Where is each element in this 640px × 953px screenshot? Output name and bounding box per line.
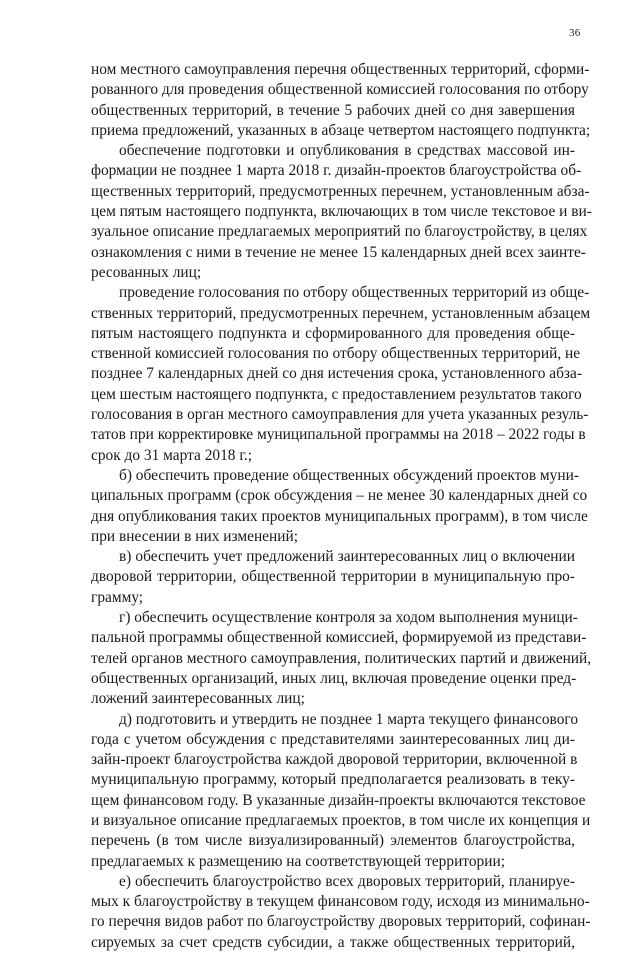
- text-line: ознакомления с ними в течение не менее 15 календарных дней всех заинте-: [91, 243, 586, 261]
- text-line: перечень (в том числе визуализированный) элементов благоустройства,: [91, 832, 575, 850]
- text-line: года с учетом обсуждения с представителями заинтересованных лиц ди-: [91, 730, 575, 748]
- text-line: ственной комиссией голосования по отбору общественных территорий, не: [91, 345, 581, 363]
- text-line: ресованных лиц;: [91, 263, 202, 281]
- paragraph: [91, 141, 592, 283]
- paragraph: [91, 547, 575, 608]
- text-line: обеспечение подготовки и опубликования в средствах массовой ин-: [119, 142, 575, 160]
- text-line: рованного для проведения общественной комиссией голосования по отбору: [91, 81, 589, 99]
- text-line: ственных территорий, предусмотренных перечнем, установленным абзацем: [91, 304, 591, 322]
- text-line: общественных территорий, в течение 5 рабочих дней со дня завершения: [91, 101, 575, 119]
- text-line: формации не позднее 1 марта 2018 г. дизайн-проектов благоустройства об-: [91, 162, 582, 180]
- paragraph: [91, 710, 591, 872]
- text-line: срок до 31 марта 2018 г.;: [91, 446, 253, 464]
- text-line: в) обеспечить учет предложений заинтересованных лиц о включении: [119, 548, 575, 566]
- text-line: ном местного самоуправления перечня общественных территорий, сформи-: [91, 61, 590, 78]
- text-line: при внесении в них изменений;: [91, 527, 298, 545]
- text-line: зайн-проект благоустройства каждой дворовой территории, включенной в: [91, 751, 578, 769]
- text-line: цем пятым настоящего подпункта, включающих в том числе текстовое и ви-: [91, 203, 592, 221]
- text-line: дня опубликования таких проектов муниципальных программ), в том числе: [91, 507, 588, 525]
- text-line: пятым настоящего подпункта и сформированного для проведения обще-: [91, 324, 575, 342]
- text-line: общественных организаций, иных лиц, включая проведение оценки пред-: [91, 669, 577, 687]
- text-line: позднее 7 календарных дней со дня истечения срока, установленного абза-: [91, 365, 582, 383]
- text-line: зуальное описание предлагаемых мероприятий по благоустройству, в целях: [91, 223, 588, 241]
- text-line: г) обеспечить осуществление контроля за ходом выполнения муници-: [119, 609, 578, 627]
- paragraph: [91, 608, 592, 709]
- text-line: д) подготовить и утвердить не позднее 1 марта текущего финансового: [119, 710, 579, 728]
- body-text: [91, 60, 592, 953]
- text-line: пальной программы общественной комиссией, формируемой из представи-: [91, 629, 587, 647]
- text-line: телей органов местного самоуправления, политических партий и движений,: [91, 649, 592, 667]
- page-number: 36: [569, 27, 581, 39]
- paragraph: [91, 872, 591, 953]
- paragraph: [91, 60, 591, 141]
- text-line: предлагаемых к размещению на соответствующей территории;: [91, 852, 505, 870]
- text-line: б) обеспечить проведение общественных обсуждений проектов муни-: [119, 466, 579, 484]
- text-line: и визуальное описание предлагаемых проектов, в том числе их концепция и: [91, 811, 591, 829]
- text-line: е) обеспечить благоустройство всех дворовых территорий, планируе-: [119, 872, 575, 890]
- text-line: грамму;: [91, 588, 144, 606]
- text-line: мых к благоустройству в текущем финансовом году, исходя из минимально-: [91, 893, 590, 911]
- text-line: проведение голосования по отбору общественных территорий из обще-: [119, 284, 590, 302]
- paragraph: [91, 466, 588, 547]
- text-line: дворовой территории, общественной территории в муниципальную про-: [91, 568, 575, 586]
- text-line: го перечня видов работ по благоустройству дворовых территорий, софинан-: [91, 913, 591, 931]
- text-line: голосования в орган местного самоуправления для учета указанных резуль-: [91, 406, 589, 424]
- text-line: щем финансовом году. В указанные дизайн-проекты включаются текстовое: [91, 791, 586, 809]
- text-line: муниципальную программу, который предполагается реализовать в теку-: [91, 771, 575, 789]
- text-line: сируемых за счет средств субсидии, а также общественных территорий,: [91, 933, 575, 951]
- text-line: цем шестым настоящего подпункта, с предоставлением результатов такого: [91, 385, 582, 403]
- text-line: татов при корректировке муниципальной программы на 2018 – 2022 годы в: [91, 426, 586, 444]
- text-line: приема предложений, указанных в абзаце четвертом настоящего подпункта;: [91, 121, 591, 139]
- text-line: ложений заинтересованных лиц;: [91, 690, 305, 708]
- paragraph: [91, 283, 591, 466]
- text-line: щественных территорий, предусмотренных перечнем, установленным абза-: [91, 182, 590, 200]
- text-line: ципальных программ (срок обсуждения – не менее 30 календарных дней со: [91, 487, 588, 505]
